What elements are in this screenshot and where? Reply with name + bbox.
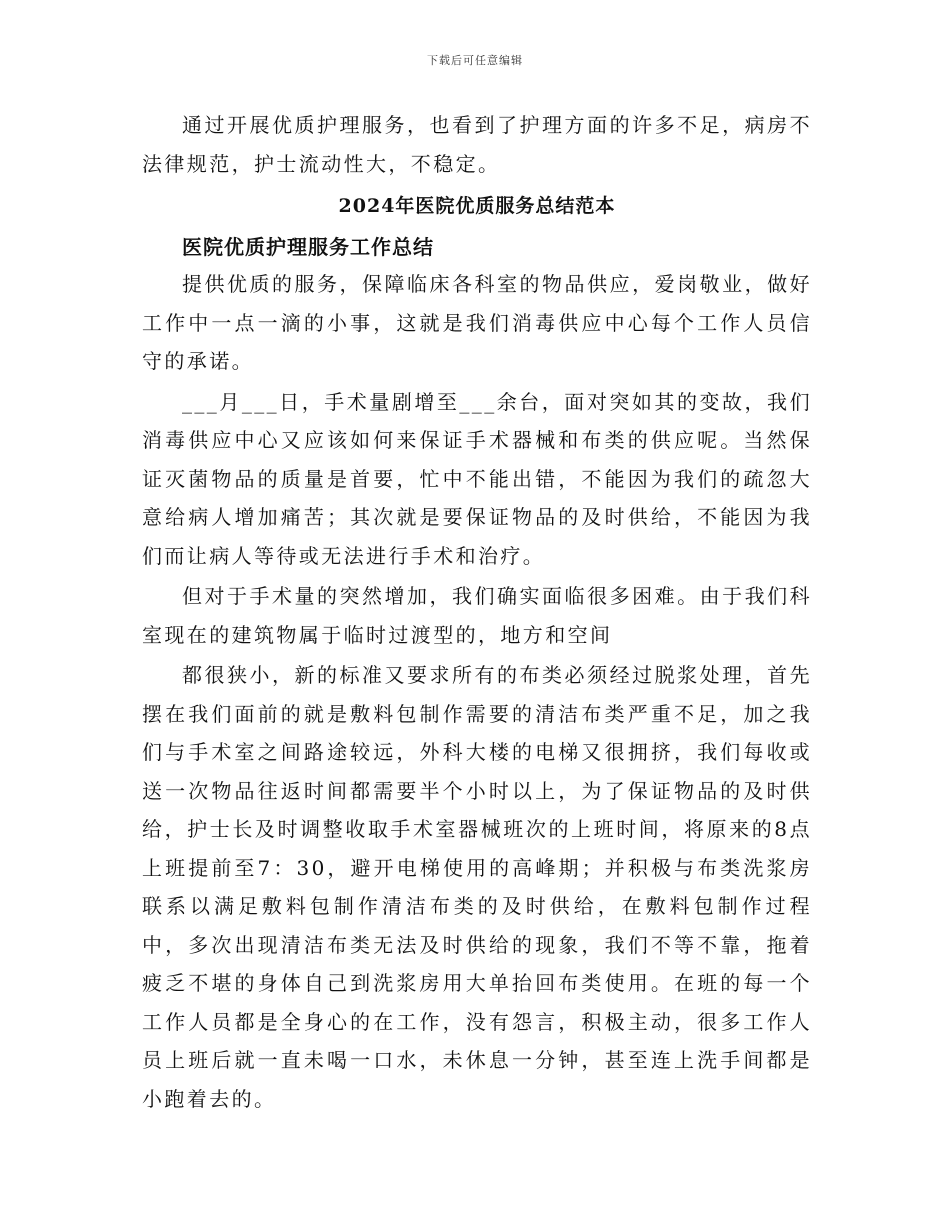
- body-paragraph: 但对于手术量的突然增加，我们确实面临很多困难。由于我们科室现在的建筑物属于临时过渡型的，地方和空间: [142, 584, 812, 647]
- body-paragraph: 提供优质的服务，保障临床各科室的物品供应，爱岗敬业，做好工作中一点一滴的小事，这就是我们消毒供应中心每个工作人员信守的承诺。: [142, 272, 812, 373]
- body-paragraph: 都很狭小，新的标准又要求所有的布类必须经过脱浆处理，首先摆在我们面前的就是敷料包制作需要的清洁布类严重不足，加之我们与手术室之间路途较远，外科大楼的电梯又很拥挤，我们每收或送一次物品往返时间都需要半个小时以上，为了保证物品的及时供给，护士长及时调整收取手术室器械班次的上班时间，将原来的8点上班提前至7：30，避开电梯使用的高峰期；并积极与布类洗浆房联系以满足敷料包制作清洁布类的及时供给，在敷料包制作过程中，多次出现清洁布类无法及时供给的现象，我们不等不靠，拖着疲乏不堪的身体自己到洗浆房用大单抬回布类使用。在班的每一个工作人员都是全身心的在工作，没有怨言，积极主动，很多工作人员上班后就一直未喝一口水，未休息一分钟，甚至连上洗手间都是小跑着去的。: [142, 663, 812, 1111]
- page-header: 下载后可任意编辑: [427, 54, 523, 67]
- body-paragraph: ___月___日，手术量剧增至___余台，面对突如其的变故，我们消毒供应中心又应该如何来保证手术器械和布类的供应呢。当然保证灭菌物品的质量是首要，忙中不能出错，不能因为我们的疏忽大意给病人增加痛苦；其次就是要保证物品的及时供给，不能因为我们而让病人等待或无法进行手术和治疗。: [142, 389, 812, 568]
- intro-paragraph: 通过开展优质护理服务，也看到了护理方面的许多不足，病房不法律规范，护士流动性大，不稳定。: [142, 113, 812, 176]
- document-title: 2024年医院优质服务总结范本: [338, 195, 616, 217]
- document-body: [142, 106, 812, 1118]
- section-subtitle: 医院优质护理服务工作总结: [182, 235, 434, 259]
